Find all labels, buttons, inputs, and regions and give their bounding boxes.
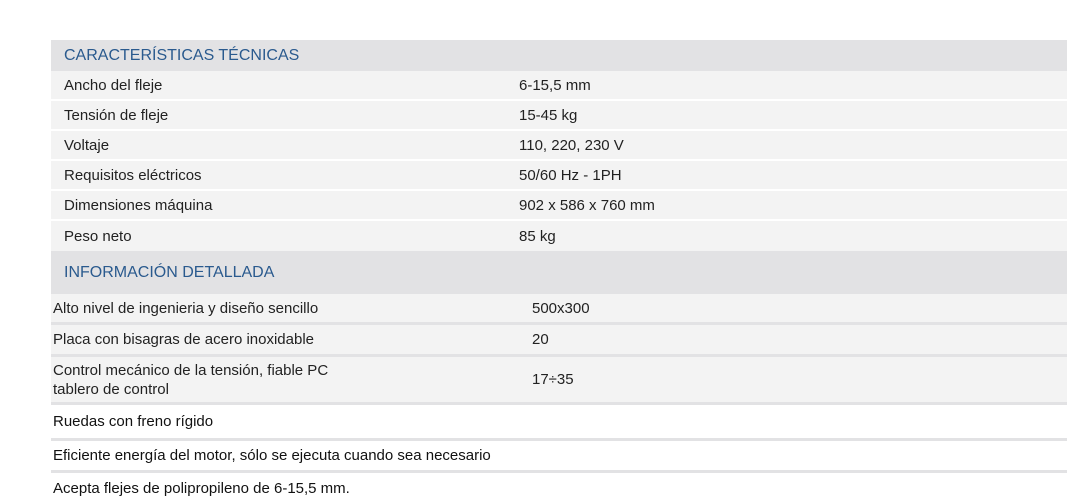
feature-text: Ruedas con freno rígido: [53, 413, 214, 430]
table-row: [51, 294, 1067, 325]
detail-label-line: tablero de control: [53, 380, 169, 398]
feature-text: Eficiente energía del motor, sólo se ejecuta cuando sea necesario: [53, 447, 491, 464]
spec-value: 110, 220, 230 V: [519, 136, 624, 154]
section-header-detailed: [51, 251, 1067, 294]
detail-value: 17÷35: [532, 371, 574, 388]
spec-value: 15-45 kg: [519, 106, 578, 124]
spec-label: Dimensiones máquina: [64, 196, 213, 214]
spec-sheet: [51, 40, 1067, 503]
table-row: [51, 221, 1067, 251]
spec-label: Requisitos eléctricos: [64, 166, 202, 184]
table-row: [51, 71, 1067, 101]
detail-value: 500x300: [532, 299, 590, 317]
spec-label: Peso neto: [64, 227, 132, 245]
list-item: [51, 473, 1067, 503]
detail-label: [51, 361, 532, 399]
detail-value: 20: [532, 331, 549, 348]
table-row: [51, 161, 1067, 191]
table-row: [51, 325, 1067, 357]
section-title-technical: CARACTERÍSTICAS TÉCNICAS: [64, 46, 300, 64]
detail-label-line: Control mecánico de la tensión, fiable PC: [53, 361, 329, 379]
list-item: [51, 405, 1067, 441]
table-row: [51, 131, 1067, 161]
table-row: [51, 357, 1067, 405]
feature-text: Acepta flejes de polipropileno de 6-15,5 mm.: [53, 479, 350, 497]
spec-label: Voltaje: [64, 136, 110, 154]
spec-value: 902 x 586 x 760 mm: [519, 196, 655, 214]
spec-value: 85 kg: [519, 227, 556, 245]
spec-value: 50/60 Hz - 1PH: [519, 166, 622, 184]
list-item: [51, 441, 1067, 473]
detail-label: Alto nivel de ingenieria y diseño sencillo: [53, 299, 319, 317]
spec-value: 6-15,5 mm: [519, 76, 591, 94]
section-header-technical: [51, 40, 1067, 71]
table-row: [51, 101, 1067, 131]
spec-label: Ancho del fleje: [64, 76, 163, 94]
spec-label: Tensión de fleje: [64, 106, 169, 124]
section-title-detailed: INFORMACIÓN DETALLADA: [64, 263, 275, 281]
detail-label: Placa con bisagras de acero inoxidable: [53, 331, 314, 348]
table-row: [51, 191, 1067, 221]
